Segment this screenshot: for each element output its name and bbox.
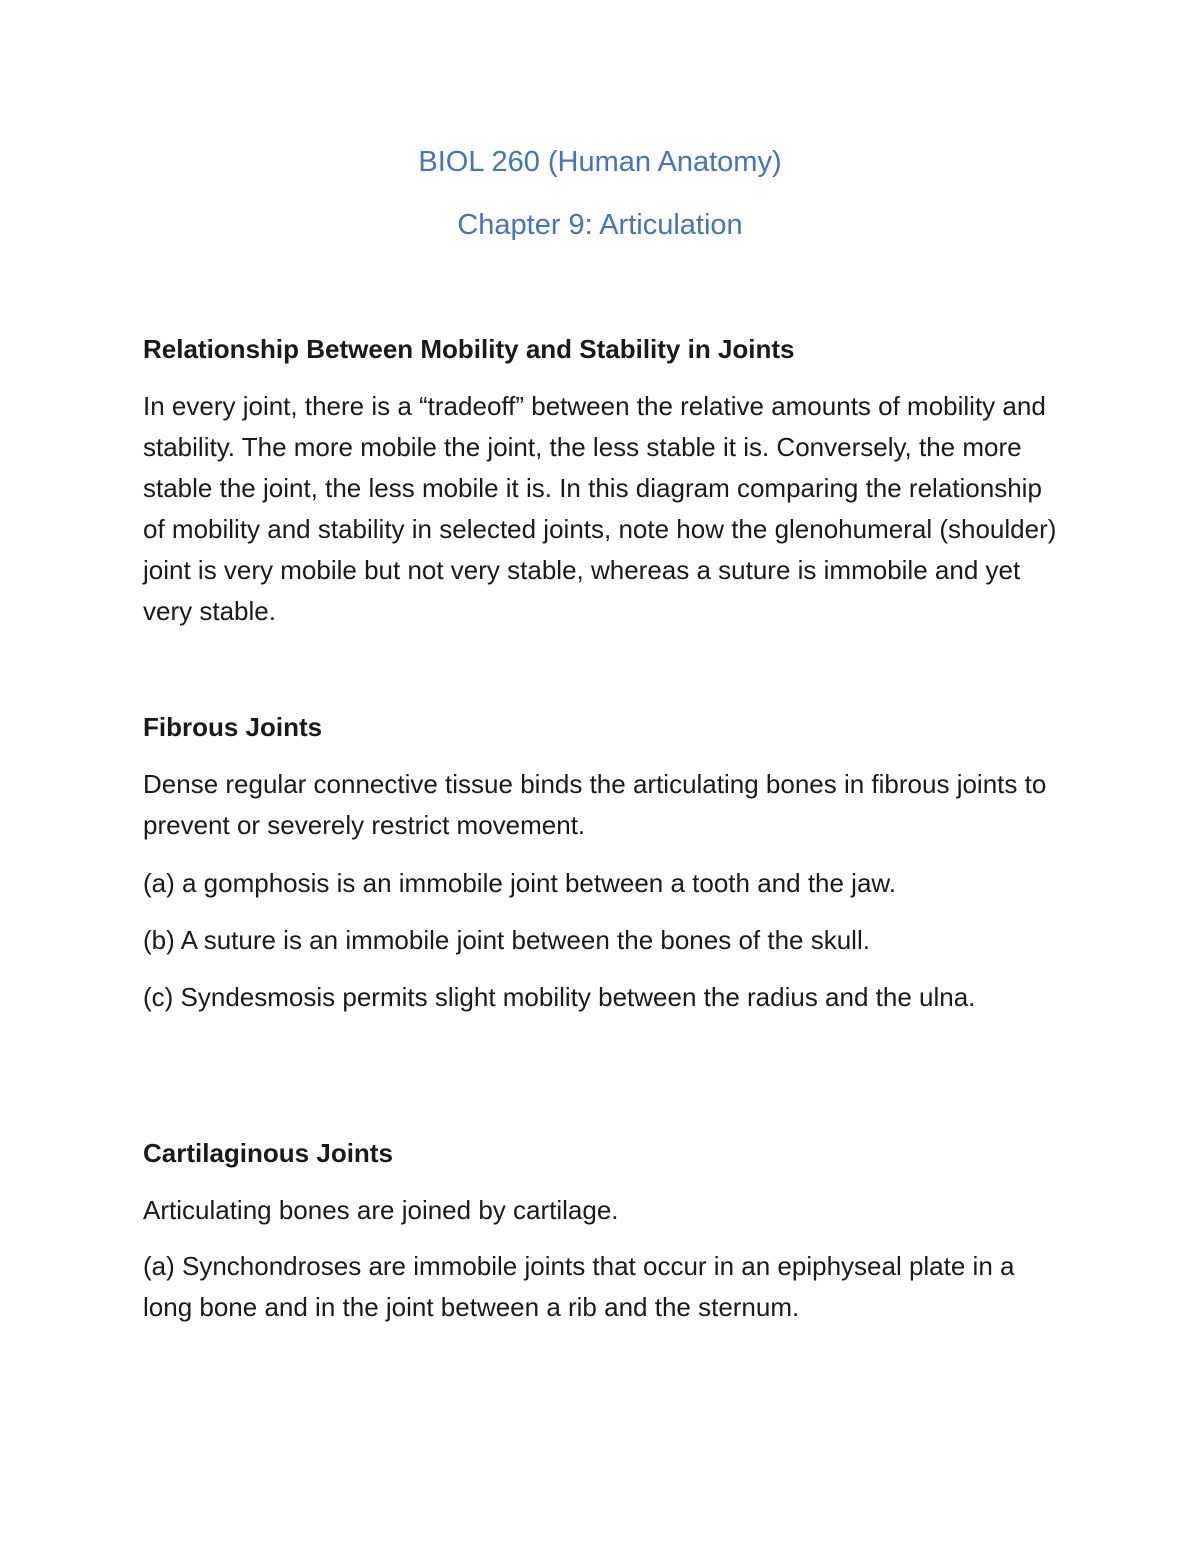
section-heading-cartilaginous-joints: Cartilaginous Joints (143, 1138, 393, 1168)
list-item-syndesmosis: (c) Syndesmosis permits slight mobility between the radius and the ulna. (143, 982, 976, 1012)
section-paragraph: In every joint, there is a “tradeoff” between the relative amounts of mobility and stability. The more mobile the joint, the less stable it is. Conversely, the more stable the joint, the less mobile it is. In this diagram comparing the relationship of mobility and stability in selected joints, note how the glenohumeral (shoulder) joint is very mobile but not very stable, whereas a suture is immobile and yet very stable. (143, 391, 1057, 626)
document-title: BIOL 260 (Human Anatomy) (418, 146, 782, 178)
chapter-title: Chapter 9: Articulation (457, 209, 743, 241)
section-paragraph: Articulating bones are joined by cartilage. (143, 1195, 619, 1225)
section-heading-fibrous-joints: Fibrous Joints (143, 712, 323, 742)
section-heading-mobility-stability: Relationship Between Mobility and Stability in Joints (143, 334, 795, 364)
list-item-synchondroses: (a) Synchondroses are immobile joints that occur in an epiphyseal plate in a long bone and in the joint between a rib and the sternum. (143, 1251, 1015, 1322)
section-paragraph: Dense regular connective tissue binds the articulating bones in fibrous joints to prevent or severely restrict movement. (143, 769, 1047, 840)
list-item-gomphosis: (a) a gomphosis is an immobile joint between a tooth and the jaw. (143, 868, 896, 898)
list-item-suture: (b) A suture is an immobile joint between the bones of the skull. (143, 925, 870, 955)
